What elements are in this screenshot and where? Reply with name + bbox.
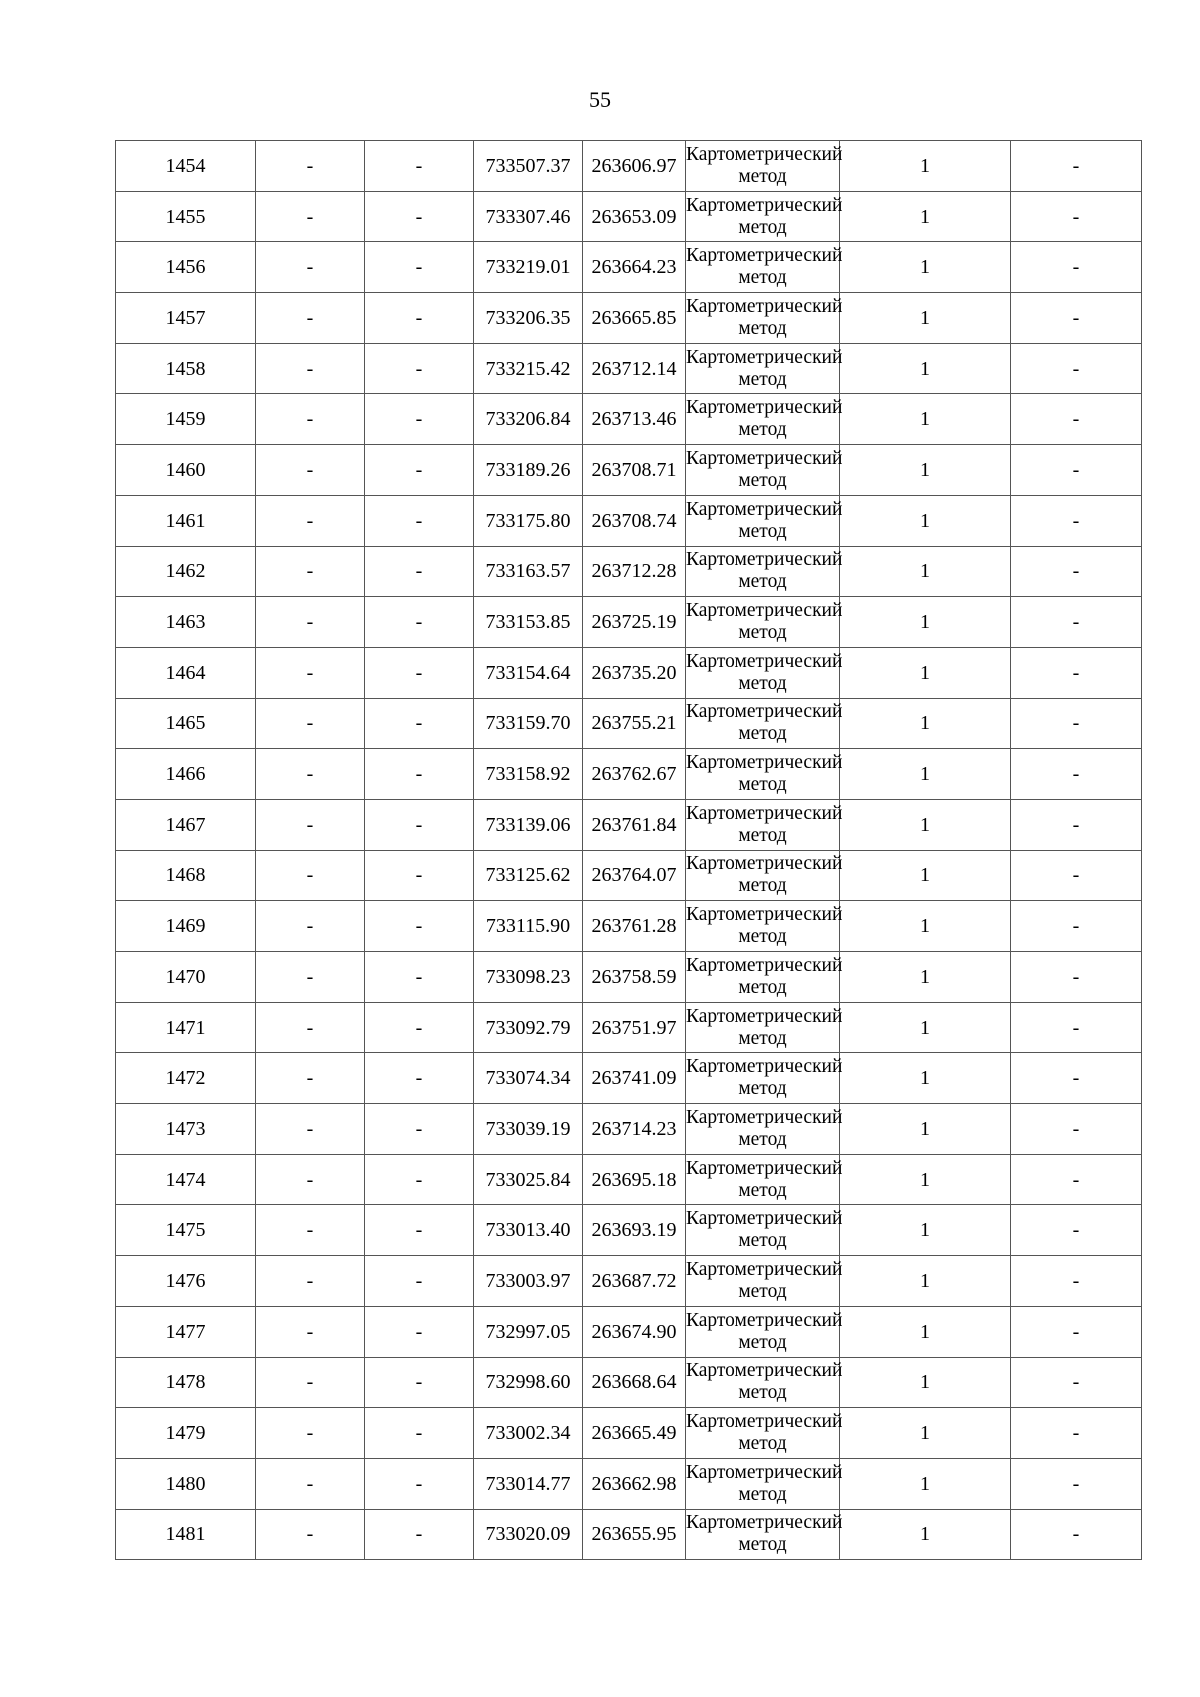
empty-x-cell: -	[256, 799, 365, 850]
empty-y-cell: -	[365, 1256, 474, 1307]
y-coordinate-cell: 263761.84	[583, 799, 686, 850]
point-number-cell: 1476	[116, 1256, 256, 1307]
description-cell: -	[1011, 445, 1142, 496]
x-coordinate-cell: 733139.06	[474, 799, 583, 850]
empty-y-cell: -	[365, 191, 474, 242]
y-coordinate-cell: 263664.23	[583, 242, 686, 293]
point-number-cell: 1465	[116, 698, 256, 749]
point-number-cell: 1456	[116, 242, 256, 293]
x-coordinate-cell: 733074.34	[474, 1053, 583, 1104]
x-coordinate-cell: 732998.60	[474, 1357, 583, 1408]
y-coordinate-cell: 263712.14	[583, 343, 686, 394]
description-cell: -	[1011, 1205, 1142, 1256]
empty-y-cell: -	[365, 343, 474, 394]
table-row	[116, 749, 1142, 800]
description-cell: -	[1011, 749, 1142, 800]
empty-x-cell: -	[256, 1357, 365, 1408]
x-coordinate-cell: 733025.84	[474, 1154, 583, 1205]
table-row	[116, 1306, 1142, 1357]
accuracy-cell: 1	[840, 799, 1011, 850]
table-row	[116, 850, 1142, 901]
description-cell: -	[1011, 394, 1142, 445]
point-number-cell: 1462	[116, 546, 256, 597]
empty-y-cell: -	[365, 952, 474, 1003]
table-row	[116, 242, 1142, 293]
empty-y-cell: -	[365, 698, 474, 749]
point-number-cell: 1466	[116, 749, 256, 800]
y-coordinate-cell: 263714.23	[583, 1104, 686, 1155]
table-row	[116, 1357, 1142, 1408]
description-cell: -	[1011, 191, 1142, 242]
x-coordinate-cell: 733175.80	[474, 495, 583, 546]
method-cell: Картометрический метод	[686, 597, 840, 648]
point-number-cell: 1471	[116, 1002, 256, 1053]
empty-x-cell: -	[256, 1154, 365, 1205]
empty-y-cell: -	[365, 1408, 474, 1459]
point-number-cell: 1469	[116, 901, 256, 952]
method-cell: Картометрический метод	[686, 191, 840, 242]
empty-y-cell: -	[365, 1053, 474, 1104]
x-coordinate-cell: 733092.79	[474, 1002, 583, 1053]
table-row	[116, 1458, 1142, 1509]
point-number-cell: 1455	[116, 191, 256, 242]
x-coordinate-cell: 733159.70	[474, 698, 583, 749]
y-coordinate-cell: 263761.28	[583, 901, 686, 952]
x-coordinate-cell: 733002.34	[474, 1408, 583, 1459]
accuracy-cell: 1	[840, 546, 1011, 597]
empty-x-cell: -	[256, 394, 365, 445]
table-row	[116, 293, 1142, 344]
x-coordinate-cell: 733163.57	[474, 546, 583, 597]
point-number-cell: 1470	[116, 952, 256, 1003]
y-coordinate-cell: 263665.85	[583, 293, 686, 344]
description-cell: -	[1011, 1256, 1142, 1307]
method-cell: Картометрический метод	[686, 1205, 840, 1256]
y-coordinate-cell: 263712.28	[583, 546, 686, 597]
method-cell: Картометрический метод	[686, 141, 840, 192]
point-number-cell: 1459	[116, 394, 256, 445]
accuracy-cell: 1	[840, 1256, 1011, 1307]
accuracy-cell: 1	[840, 850, 1011, 901]
method-cell: Картометрический метод	[686, 394, 840, 445]
accuracy-cell: 1	[840, 394, 1011, 445]
empty-y-cell: -	[365, 1205, 474, 1256]
table-body	[116, 141, 1142, 1560]
empty-x-cell: -	[256, 1002, 365, 1053]
x-coordinate-cell: 733153.85	[474, 597, 583, 648]
point-number-cell: 1472	[116, 1053, 256, 1104]
description-cell: -	[1011, 141, 1142, 192]
empty-y-cell: -	[365, 749, 474, 800]
empty-x-cell: -	[256, 1458, 365, 1509]
accuracy-cell: 1	[840, 191, 1011, 242]
description-cell: -	[1011, 343, 1142, 394]
method-cell: Картометрический метод	[686, 698, 840, 749]
description-cell: -	[1011, 293, 1142, 344]
y-coordinate-cell: 263708.74	[583, 495, 686, 546]
table-row	[116, 191, 1142, 242]
empty-y-cell: -	[365, 1002, 474, 1053]
empty-x-cell: -	[256, 1509, 365, 1560]
empty-x-cell: -	[256, 1306, 365, 1357]
description-cell: -	[1011, 1357, 1142, 1408]
x-coordinate-cell: 733013.40	[474, 1205, 583, 1256]
point-number-cell: 1464	[116, 647, 256, 698]
method-cell: Картометрический метод	[686, 445, 840, 496]
empty-y-cell: -	[365, 546, 474, 597]
method-cell: Картометрический метод	[686, 1256, 840, 1307]
y-coordinate-cell: 263668.64	[583, 1357, 686, 1408]
x-coordinate-cell: 733154.64	[474, 647, 583, 698]
method-cell: Картометрический метод	[686, 1306, 840, 1357]
empty-x-cell: -	[256, 1104, 365, 1155]
empty-x-cell: -	[256, 546, 365, 597]
y-coordinate-cell: 263655.95	[583, 1509, 686, 1560]
accuracy-cell: 1	[840, 1509, 1011, 1560]
empty-y-cell: -	[365, 495, 474, 546]
description-cell: -	[1011, 242, 1142, 293]
empty-x-cell: -	[256, 901, 365, 952]
y-coordinate-cell: 263606.97	[583, 141, 686, 192]
y-coordinate-cell: 263687.72	[583, 1256, 686, 1307]
method-cell: Картометрический метод	[686, 1408, 840, 1459]
table-row	[116, 546, 1142, 597]
description-cell: -	[1011, 495, 1142, 546]
x-coordinate-cell: 733003.97	[474, 1256, 583, 1307]
y-coordinate-cell: 263735.20	[583, 647, 686, 698]
page-number: 55	[589, 87, 611, 112]
empty-y-cell: -	[365, 445, 474, 496]
description-cell: -	[1011, 698, 1142, 749]
accuracy-cell: 1	[840, 1154, 1011, 1205]
description-cell: -	[1011, 1104, 1142, 1155]
table-row	[116, 1002, 1142, 1053]
point-number-cell: 1463	[116, 597, 256, 648]
accuracy-cell: 1	[840, 1205, 1011, 1256]
empty-y-cell: -	[365, 799, 474, 850]
empty-y-cell: -	[365, 1306, 474, 1357]
x-coordinate-cell: 733219.01	[474, 242, 583, 293]
table-row	[116, 597, 1142, 648]
empty-x-cell: -	[256, 293, 365, 344]
x-coordinate-cell: 733158.92	[474, 749, 583, 800]
description-cell: -	[1011, 850, 1142, 901]
table-row	[116, 799, 1142, 850]
accuracy-cell: 1	[840, 141, 1011, 192]
empty-x-cell: -	[256, 1408, 365, 1459]
table-row	[116, 1205, 1142, 1256]
y-coordinate-cell: 263653.09	[583, 191, 686, 242]
method-cell: Картометрический метод	[686, 647, 840, 698]
x-coordinate-cell: 733206.35	[474, 293, 583, 344]
description-cell: -	[1011, 597, 1142, 648]
point-number-cell: 1473	[116, 1104, 256, 1155]
x-coordinate-cell: 733125.62	[474, 850, 583, 901]
point-number-cell: 1457	[116, 293, 256, 344]
accuracy-cell: 1	[840, 952, 1011, 1003]
y-coordinate-cell: 263674.90	[583, 1306, 686, 1357]
accuracy-cell: 1	[840, 647, 1011, 698]
x-coordinate-cell: 733307.46	[474, 191, 583, 242]
method-cell: Картометрический метод	[686, 1357, 840, 1408]
accuracy-cell: 1	[840, 1053, 1011, 1104]
x-coordinate-cell: 733014.77	[474, 1458, 583, 1509]
y-coordinate-cell: 263755.21	[583, 698, 686, 749]
method-cell: Картометрический метод	[686, 1104, 840, 1155]
method-cell: Картометрический метод	[686, 799, 840, 850]
point-number-cell: 1480	[116, 1458, 256, 1509]
x-coordinate-cell: 733115.90	[474, 901, 583, 952]
accuracy-cell: 1	[840, 749, 1011, 800]
description-cell: -	[1011, 1408, 1142, 1459]
description-cell: -	[1011, 901, 1142, 952]
method-cell: Картометрический метод	[686, 242, 840, 293]
coordinates-table	[115, 140, 1142, 1560]
empty-y-cell: -	[365, 647, 474, 698]
description-cell: -	[1011, 1002, 1142, 1053]
method-cell: Картометрический метод	[686, 1002, 840, 1053]
empty-y-cell: -	[365, 1104, 474, 1155]
point-number-cell: 1468	[116, 850, 256, 901]
table-row	[116, 1408, 1142, 1459]
empty-x-cell: -	[256, 495, 365, 546]
accuracy-cell: 1	[840, 1104, 1011, 1155]
y-coordinate-cell: 263713.46	[583, 394, 686, 445]
description-cell: -	[1011, 799, 1142, 850]
empty-y-cell: -	[365, 1357, 474, 1408]
method-cell: Картометрический метод	[686, 901, 840, 952]
accuracy-cell: 1	[840, 597, 1011, 648]
empty-y-cell: -	[365, 1509, 474, 1560]
empty-y-cell: -	[365, 242, 474, 293]
table-row	[116, 1509, 1142, 1560]
description-cell: -	[1011, 1458, 1142, 1509]
table-row	[116, 1104, 1142, 1155]
description-cell: -	[1011, 1154, 1142, 1205]
empty-x-cell: -	[256, 343, 365, 394]
accuracy-cell: 1	[840, 495, 1011, 546]
description-cell: -	[1011, 647, 1142, 698]
point-number-cell: 1479	[116, 1408, 256, 1459]
point-number-cell: 1467	[116, 799, 256, 850]
y-coordinate-cell: 263693.19	[583, 1205, 686, 1256]
empty-x-cell: -	[256, 1205, 365, 1256]
method-cell: Картометрический метод	[686, 1154, 840, 1205]
method-cell: Картометрический метод	[686, 343, 840, 394]
table-row	[116, 495, 1142, 546]
accuracy-cell: 1	[840, 1357, 1011, 1408]
empty-x-cell: -	[256, 749, 365, 800]
y-coordinate-cell: 263751.97	[583, 1002, 686, 1053]
empty-y-cell: -	[365, 1458, 474, 1509]
table-row	[116, 343, 1142, 394]
accuracy-cell: 1	[840, 343, 1011, 394]
empty-y-cell: -	[365, 394, 474, 445]
accuracy-cell: 1	[840, 901, 1011, 952]
y-coordinate-cell: 263762.67	[583, 749, 686, 800]
empty-x-cell: -	[256, 445, 365, 496]
y-coordinate-cell: 263764.07	[583, 850, 686, 901]
method-cell: Картометрический метод	[686, 546, 840, 597]
table-row	[116, 1256, 1142, 1307]
empty-x-cell: -	[256, 1053, 365, 1104]
point-number-cell: 1475	[116, 1205, 256, 1256]
empty-y-cell: -	[365, 1154, 474, 1205]
x-coordinate-cell: 733189.26	[474, 445, 583, 496]
point-number-cell: 1460	[116, 445, 256, 496]
y-coordinate-cell: 263695.18	[583, 1154, 686, 1205]
point-number-cell: 1474	[116, 1154, 256, 1205]
accuracy-cell: 1	[840, 242, 1011, 293]
method-cell: Картометрический метод	[686, 1053, 840, 1104]
empty-x-cell: -	[256, 242, 365, 293]
x-coordinate-cell: 733507.37	[474, 141, 583, 192]
method-cell: Картометрический метод	[686, 495, 840, 546]
accuracy-cell: 1	[840, 1408, 1011, 1459]
x-coordinate-cell: 733039.19	[474, 1104, 583, 1155]
empty-x-cell: -	[256, 698, 365, 749]
y-coordinate-cell: 263758.59	[583, 952, 686, 1003]
empty-x-cell: -	[256, 597, 365, 648]
empty-y-cell: -	[365, 850, 474, 901]
table-row	[116, 698, 1142, 749]
table-row	[116, 952, 1142, 1003]
x-coordinate-cell: 733206.84	[474, 394, 583, 445]
x-coordinate-cell: 732997.05	[474, 1306, 583, 1357]
accuracy-cell: 1	[840, 1306, 1011, 1357]
y-coordinate-cell: 263708.71	[583, 445, 686, 496]
y-coordinate-cell: 263725.19	[583, 597, 686, 648]
accuracy-cell: 1	[840, 293, 1011, 344]
x-coordinate-cell: 733020.09	[474, 1509, 583, 1560]
method-cell: Картометрический метод	[686, 850, 840, 901]
description-cell: -	[1011, 1509, 1142, 1560]
table-row	[116, 647, 1142, 698]
method-cell: Картометрический метод	[686, 1509, 840, 1560]
empty-y-cell: -	[365, 293, 474, 344]
empty-y-cell: -	[365, 901, 474, 952]
y-coordinate-cell: 263662.98	[583, 1458, 686, 1509]
empty-x-cell: -	[256, 191, 365, 242]
description-cell: -	[1011, 952, 1142, 1003]
empty-x-cell: -	[256, 952, 365, 1003]
empty-x-cell: -	[256, 1256, 365, 1307]
accuracy-cell: 1	[840, 1458, 1011, 1509]
description-cell: -	[1011, 546, 1142, 597]
method-cell: Картометрический метод	[686, 952, 840, 1003]
empty-x-cell: -	[256, 141, 365, 192]
point-number-cell: 1458	[116, 343, 256, 394]
method-cell: Картометрический метод	[686, 1458, 840, 1509]
point-number-cell: 1454	[116, 141, 256, 192]
point-number-cell: 1477	[116, 1306, 256, 1357]
description-cell: -	[1011, 1053, 1142, 1104]
accuracy-cell: 1	[840, 445, 1011, 496]
y-coordinate-cell: 263665.49	[583, 1408, 686, 1459]
table-row	[116, 394, 1142, 445]
table-row	[116, 901, 1142, 952]
point-number-cell: 1461	[116, 495, 256, 546]
table-row	[116, 1053, 1142, 1104]
method-cell: Картометрический метод	[686, 293, 840, 344]
accuracy-cell: 1	[840, 1002, 1011, 1053]
point-number-cell: 1478	[116, 1357, 256, 1408]
point-number-cell: 1481	[116, 1509, 256, 1560]
table-row	[116, 445, 1142, 496]
method-cell: Картометрический метод	[686, 749, 840, 800]
description-cell: -	[1011, 1306, 1142, 1357]
empty-x-cell: -	[256, 647, 365, 698]
x-coordinate-cell: 733215.42	[474, 343, 583, 394]
empty-y-cell: -	[365, 597, 474, 648]
accuracy-cell: 1	[840, 698, 1011, 749]
empty-y-cell: -	[365, 141, 474, 192]
empty-x-cell: -	[256, 850, 365, 901]
table-row	[116, 1154, 1142, 1205]
x-coordinate-cell: 733098.23	[474, 952, 583, 1003]
y-coordinate-cell: 263741.09	[583, 1053, 686, 1104]
table-row	[116, 141, 1142, 192]
